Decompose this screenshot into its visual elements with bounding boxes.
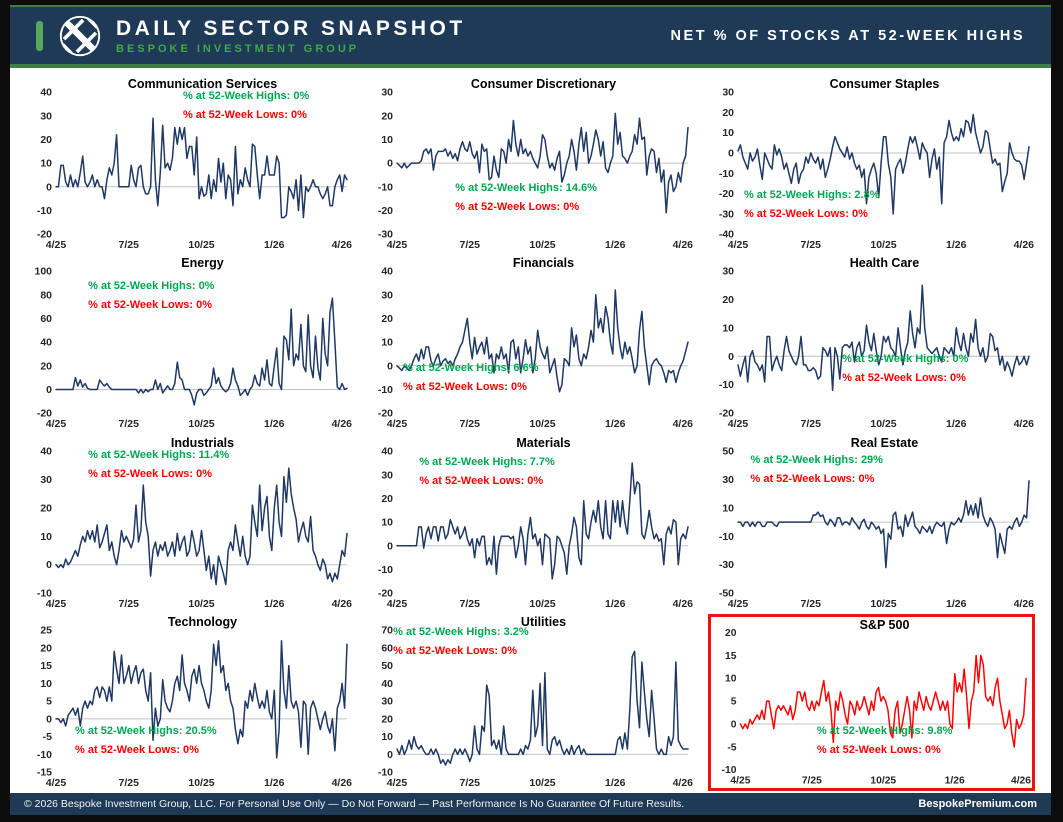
chart-industrials bbox=[26, 435, 353, 612]
chart-real-estate bbox=[708, 435, 1035, 612]
svg-text:50: 50 bbox=[722, 445, 734, 458]
chart-communication-services bbox=[26, 76, 353, 253]
svg-text:0: 0 bbox=[46, 713, 52, 726]
chart-canvas bbox=[708, 76, 1035, 253]
svg-text:-10: -10 bbox=[721, 764, 737, 776]
svg-text:0: 0 bbox=[387, 360, 393, 373]
svg-text:80: 80 bbox=[40, 289, 52, 302]
svg-text:1/26: 1/26 bbox=[605, 239, 626, 252]
svg-text:20: 20 bbox=[722, 106, 734, 119]
svg-text:-20: -20 bbox=[718, 407, 734, 420]
pct-52wk-lows-label: % at 52-Week Lows: 0% bbox=[402, 380, 527, 393]
chart-utilities bbox=[367, 614, 694, 791]
pct-52wk-lows-label: % at 52-Week Lows: 0% bbox=[182, 109, 307, 122]
svg-text:0: 0 bbox=[46, 181, 52, 194]
chart-title: Consumer Staples bbox=[829, 77, 940, 91]
svg-text:70: 70 bbox=[381, 624, 393, 637]
svg-text:20: 20 bbox=[40, 133, 52, 146]
svg-text:4/26: 4/26 bbox=[331, 776, 352, 789]
svg-text:10: 10 bbox=[381, 133, 393, 146]
svg-text:-10: -10 bbox=[36, 748, 52, 761]
chart-title: S&P 500 bbox=[859, 617, 910, 632]
svg-text:-20: -20 bbox=[718, 188, 734, 201]
svg-text:30: 30 bbox=[381, 468, 393, 481]
chart-title: Technology bbox=[167, 614, 238, 629]
svg-text:20: 20 bbox=[381, 713, 393, 726]
svg-text:10/25: 10/25 bbox=[188, 418, 215, 431]
svg-text:20: 20 bbox=[40, 360, 52, 373]
svg-text:15: 15 bbox=[725, 650, 737, 662]
svg-text:4/25: 4/25 bbox=[730, 775, 751, 787]
svg-text:-10: -10 bbox=[718, 379, 734, 392]
svg-text:30: 30 bbox=[381, 695, 393, 708]
svg-text:30: 30 bbox=[40, 473, 52, 486]
svg-text:1/26: 1/26 bbox=[264, 418, 285, 431]
svg-text:7/25: 7/25 bbox=[459, 597, 480, 610]
pct-52wk-highs-label: % at 52-Week Highs: 0% bbox=[842, 352, 969, 365]
chart-title: Utilities bbox=[520, 614, 567, 629]
chart-title: Communication Services bbox=[127, 77, 278, 91]
svg-text:1/26: 1/26 bbox=[264, 239, 285, 252]
pct-52wk-highs-label: % at 52-Week Highs: 14.6% bbox=[455, 182, 597, 195]
svg-text:40: 40 bbox=[40, 445, 52, 458]
svg-text:4/25: 4/25 bbox=[727, 418, 749, 431]
svg-text:40: 40 bbox=[381, 677, 393, 690]
svg-text:1/26: 1/26 bbox=[605, 418, 626, 431]
svg-text:-5: -5 bbox=[42, 730, 52, 743]
chart-canvas bbox=[26, 614, 353, 791]
pct-52wk-highs-label: % at 52-Week Highs: 11.4% bbox=[88, 448, 230, 461]
svg-text:-10: -10 bbox=[36, 587, 52, 600]
svg-text:-50: -50 bbox=[718, 587, 734, 600]
pct-52wk-lows-label: % at 52-Week Lows: 0% bbox=[455, 201, 580, 214]
pct-52wk-lows-label: % at 52-Week Lows: 0% bbox=[743, 208, 868, 221]
pct-52wk-highs-label: % at 52-Week Highs: 2.8% bbox=[743, 189, 880, 202]
chart-title: Real Estate bbox=[850, 435, 919, 450]
pct-52wk-highs-label: % at 52-Week Highs: 9.8% bbox=[816, 724, 953, 737]
svg-text:10/25: 10/25 bbox=[188, 597, 215, 610]
chart-technology bbox=[26, 614, 353, 791]
svg-text:4/25: 4/25 bbox=[386, 597, 408, 610]
chart-canvas bbox=[711, 617, 1032, 788]
pct-52wk-lows-label: % at 52-Week Lows: 0% bbox=[816, 743, 941, 756]
svg-text:5: 5 bbox=[46, 695, 52, 708]
svg-text:-40: -40 bbox=[718, 228, 734, 241]
chart-financials bbox=[367, 255, 694, 432]
chart-title: Industrials bbox=[170, 435, 235, 450]
chart-canvas bbox=[708, 255, 1035, 432]
svg-text:10: 10 bbox=[381, 516, 393, 529]
svg-text:20: 20 bbox=[381, 313, 393, 326]
svg-text:4/25: 4/25 bbox=[45, 776, 67, 789]
svg-text:-15: -15 bbox=[36, 766, 52, 779]
svg-text:-30: -30 bbox=[718, 208, 734, 221]
svg-text:20: 20 bbox=[40, 501, 52, 514]
svg-text:4/26: 4/26 bbox=[331, 597, 352, 610]
pct-52wk-lows-label: % at 52-Week Lows: 0% bbox=[750, 472, 875, 485]
svg-text:1/26: 1/26 bbox=[605, 597, 626, 610]
chart-canvas bbox=[26, 76, 353, 253]
chart-canvas bbox=[367, 76, 694, 253]
svg-text:10/25: 10/25 bbox=[188, 239, 215, 252]
svg-text:10/25: 10/25 bbox=[870, 597, 897, 610]
svg-text:1/26: 1/26 bbox=[264, 776, 285, 789]
chart-consumer-discretionary bbox=[367, 76, 694, 253]
svg-text:-20: -20 bbox=[377, 407, 393, 420]
svg-text:4/25: 4/25 bbox=[727, 239, 749, 252]
svg-text:0: 0 bbox=[46, 384, 52, 397]
svg-text:40: 40 bbox=[381, 265, 393, 278]
svg-text:4/26: 4/26 bbox=[672, 597, 693, 610]
svg-text:10/25: 10/25 bbox=[529, 418, 556, 431]
svg-text:4/26: 4/26 bbox=[1013, 418, 1034, 431]
pct-52wk-highs-label: % at 52-Week Highs: 29% bbox=[750, 453, 883, 466]
chart-materials bbox=[367, 435, 694, 612]
chart-energy bbox=[26, 255, 353, 432]
svg-text:7/25: 7/25 bbox=[118, 239, 139, 252]
svg-text:7/25: 7/25 bbox=[459, 239, 480, 252]
svg-text:10: 10 bbox=[40, 157, 52, 170]
svg-text:-30: -30 bbox=[377, 228, 393, 241]
svg-text:5: 5 bbox=[730, 696, 737, 708]
pct-52wk-lows-label: % at 52-Week Lows: 0% bbox=[88, 467, 213, 480]
svg-text:0: 0 bbox=[46, 558, 52, 571]
svg-text:30: 30 bbox=[722, 265, 734, 278]
svg-text:10: 10 bbox=[381, 336, 393, 349]
svg-text:4/25: 4/25 bbox=[45, 239, 67, 252]
svg-text:40: 40 bbox=[40, 336, 52, 349]
svg-text:4/26: 4/26 bbox=[672, 776, 693, 789]
svg-text:-10: -10 bbox=[377, 766, 393, 779]
pct-52wk-lows-label: % at 52-Week Lows: 0% bbox=[419, 474, 544, 487]
footer bbox=[10, 793, 1051, 815]
svg-text:4/25: 4/25 bbox=[386, 776, 408, 789]
svg-text:-30: -30 bbox=[718, 558, 734, 571]
accent-bar bbox=[36, 21, 43, 51]
svg-text:10/25: 10/25 bbox=[529, 597, 556, 610]
pct-52wk-highs-label: % at 52-Week Highs: 7.7% bbox=[419, 455, 555, 468]
svg-text:30: 30 bbox=[722, 473, 734, 486]
svg-text:0: 0 bbox=[728, 147, 734, 160]
report-page bbox=[10, 5, 1051, 815]
svg-text:40: 40 bbox=[40, 86, 52, 99]
svg-text:4/25: 4/25 bbox=[45, 597, 67, 610]
svg-text:10: 10 bbox=[722, 127, 734, 140]
report-metric-title: NET % OF STOCKS AT 52-WEEK HIGHS bbox=[670, 27, 1025, 44]
svg-text:7/25: 7/25 bbox=[801, 775, 822, 787]
svg-text:20: 20 bbox=[725, 627, 737, 639]
svg-text:20: 20 bbox=[40, 642, 52, 655]
pct-52wk-highs-label: % at 52-Week Highs: 0% bbox=[182, 90, 310, 103]
svg-text:10: 10 bbox=[722, 501, 734, 514]
svg-text:7/25: 7/25 bbox=[800, 239, 821, 252]
svg-text:7/25: 7/25 bbox=[800, 597, 821, 610]
svg-text:4/26: 4/26 bbox=[672, 418, 693, 431]
svg-text:30: 30 bbox=[40, 110, 52, 123]
svg-text:30: 30 bbox=[722, 86, 734, 99]
svg-text:10/25: 10/25 bbox=[529, 239, 556, 252]
svg-text:-20: -20 bbox=[36, 407, 52, 420]
svg-text:4/26: 4/26 bbox=[331, 418, 352, 431]
chart-title: Financials bbox=[512, 256, 575, 271]
pct-52wk-lows-label: % at 52-Week Lows: 0% bbox=[393, 645, 518, 658]
svg-text:30: 30 bbox=[381, 289, 393, 302]
svg-text:20: 20 bbox=[381, 110, 393, 123]
svg-text:1/26: 1/26 bbox=[944, 775, 965, 787]
chart-canvas bbox=[367, 255, 694, 432]
pct-52wk-highs-label: % at 52-Week Highs: 6.6% bbox=[402, 361, 539, 374]
svg-text:10: 10 bbox=[40, 530, 52, 543]
chart-title: Energy bbox=[181, 256, 224, 271]
svg-text:15: 15 bbox=[40, 659, 52, 672]
svg-text:10/25: 10/25 bbox=[529, 776, 556, 789]
svg-text:-10: -10 bbox=[718, 530, 734, 543]
svg-text:4/26: 4/26 bbox=[1010, 775, 1032, 787]
svg-text:7/25: 7/25 bbox=[459, 776, 480, 789]
svg-text:4/26: 4/26 bbox=[331, 239, 352, 252]
svg-text:4/26: 4/26 bbox=[672, 239, 693, 252]
svg-text:-20: -20 bbox=[36, 228, 52, 241]
brand-subtitle: BESPOKE INVESTMENT GROUP bbox=[116, 42, 360, 55]
footer-disclaimer: © 2026 Bespoke Investment Group, LLC. For Personal Use Only — Do Not Forward — Past Performance Is No Guarantee Of Future Results. bbox=[24, 798, 685, 810]
pct-52wk-lows-label: % at 52-Week Lows: 0% bbox=[88, 299, 213, 312]
svg-text:0: 0 bbox=[730, 719, 737, 731]
svg-text:10: 10 bbox=[722, 322, 734, 335]
svg-text:1/26: 1/26 bbox=[946, 597, 967, 610]
chart-title: Health Care bbox=[849, 256, 920, 271]
pct-52wk-highs-label: % at 52-Week Highs: 20.5% bbox=[75, 725, 217, 738]
svg-text:-20: -20 bbox=[377, 587, 393, 600]
svg-text:4/25: 4/25 bbox=[386, 239, 408, 252]
svg-text:10/25: 10/25 bbox=[870, 239, 897, 252]
svg-text:-10: -10 bbox=[377, 384, 393, 397]
svg-text:20: 20 bbox=[722, 294, 734, 307]
svg-text:10/25: 10/25 bbox=[870, 418, 897, 431]
svg-text:-10: -10 bbox=[36, 204, 52, 217]
svg-text:0: 0 bbox=[387, 157, 393, 170]
svg-text:7/25: 7/25 bbox=[459, 418, 480, 431]
svg-text:100: 100 bbox=[34, 265, 52, 278]
svg-text:60: 60 bbox=[40, 313, 52, 326]
svg-text:10: 10 bbox=[725, 673, 737, 685]
page-title: DAILY SECTOR SNAPSHOT bbox=[116, 16, 466, 40]
svg-text:30: 30 bbox=[381, 86, 393, 99]
svg-text:7/25: 7/25 bbox=[118, 776, 139, 789]
chart-s-p-500 bbox=[708, 614, 1035, 791]
chart-title: Consumer Discretionary bbox=[470, 77, 617, 91]
svg-text:-5: -5 bbox=[727, 742, 737, 754]
svg-text:10: 10 bbox=[381, 730, 393, 743]
svg-text:60: 60 bbox=[381, 642, 393, 655]
svg-text:40: 40 bbox=[381, 445, 393, 458]
pct-52wk-lows-label: % at 52-Week Lows: 0% bbox=[75, 744, 199, 757]
pct-52wk-highs-label: % at 52-Week Highs: 0% bbox=[88, 280, 215, 293]
svg-text:50: 50 bbox=[381, 659, 393, 672]
svg-text:-10: -10 bbox=[377, 181, 393, 194]
svg-text:1/26: 1/26 bbox=[605, 776, 626, 789]
svg-text:10/25: 10/25 bbox=[870, 775, 897, 787]
bespoke-logo-icon bbox=[58, 14, 102, 58]
svg-text:0: 0 bbox=[387, 539, 393, 552]
svg-text:7/25: 7/25 bbox=[118, 597, 139, 610]
svg-text:1/26: 1/26 bbox=[946, 239, 967, 252]
svg-text:25: 25 bbox=[40, 624, 52, 637]
bespoke-premium-link[interactable]: BespokePremium.com bbox=[918, 798, 1037, 810]
svg-text:7/25: 7/25 bbox=[800, 418, 821, 431]
chart-health-care bbox=[708, 255, 1035, 432]
chart-consumer-staples bbox=[708, 76, 1035, 253]
svg-text:-20: -20 bbox=[377, 204, 393, 217]
svg-text:4/26: 4/26 bbox=[1013, 597, 1034, 610]
svg-text:4/25: 4/25 bbox=[386, 418, 408, 431]
svg-text:4/25: 4/25 bbox=[45, 418, 67, 431]
pct-52wk-lows-label: % at 52-Week Lows: 0% bbox=[842, 371, 966, 384]
pct-52wk-highs-label: % at 52-Week Highs: 3.2% bbox=[393, 626, 529, 639]
svg-text:10/25: 10/25 bbox=[188, 776, 215, 789]
header bbox=[10, 5, 1051, 68]
svg-text:4/26: 4/26 bbox=[1013, 239, 1034, 252]
svg-text:-10: -10 bbox=[718, 167, 734, 180]
chart-canvas bbox=[26, 435, 353, 612]
svg-text:7/25: 7/25 bbox=[118, 418, 139, 431]
svg-text:0: 0 bbox=[387, 748, 393, 761]
svg-text:1/26: 1/26 bbox=[264, 597, 285, 610]
svg-text:0: 0 bbox=[728, 351, 734, 364]
svg-text:20: 20 bbox=[381, 492, 393, 505]
svg-text:-10: -10 bbox=[377, 563, 393, 576]
chart-canvas bbox=[367, 614, 694, 791]
svg-text:1/26: 1/26 bbox=[946, 418, 967, 431]
svg-text:4/25: 4/25 bbox=[727, 597, 749, 610]
svg-text:10: 10 bbox=[40, 677, 52, 690]
charts-grid bbox=[10, 68, 1051, 793]
chart-title: Materials bbox=[516, 435, 571, 450]
